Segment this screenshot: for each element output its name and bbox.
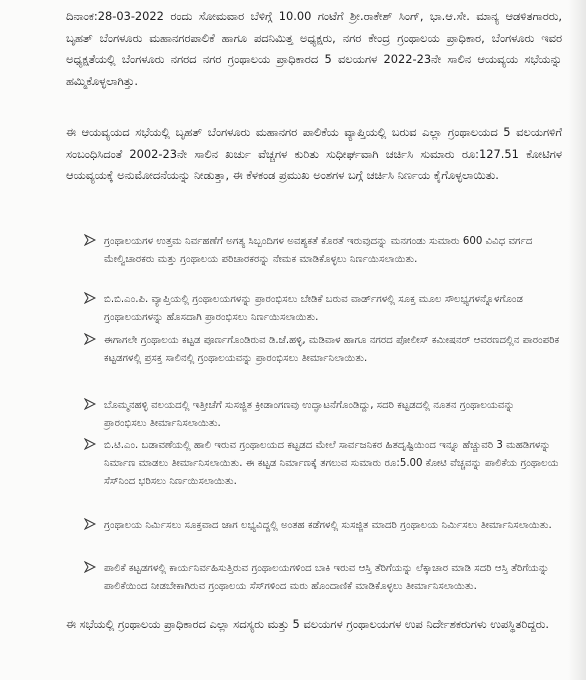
decision-item [104, 332, 560, 368]
decision-item-text: ಪಾಲಿಕೆ ಕಟ್ಟಡಗಳಲ್ಲಿ ಕಾರ್ಯನಿರ್ವಹಿಸುತ್ತಿರುವ ಗ್ರಂಥಾಲಯಗಳಿಂದ ಬಾಕಿ ಇರುವ ಆಸ್ತಿ ತೆರಿಗೆಯನ್ನು ಲೆಕ್ಕಾಚಾರ ಮಾಡಿ ಸದರಿ ಆಸ್ತಿ ತೆರಿಗೆಯನ್ನು ಪಾಲಿಕೆಯಿಂದ ನೀಡಬೇಕಾಗಿರುವ ಗ್ರಂಥಾಲಯ ಸೆಸ್‌ಗಳಿಂದ ಮರು ಹೊಂದಾಣಿಕೆ ಮಾಡಿಕೊಳ್ಳಲು ತೀರ್ಮಾನಿಸಲಾಯಿತು. [104, 563, 550, 593]
decision-item-text: ಬೊಮ್ಮನಹಳ್ಳಿ ವಲಯದಲ್ಲಿ ಇತ್ತೀಚೆಗೆ ಸುಸಜ್ಜಿತ ಕ್ರೀಡಾಂಗಣವು ಉದ್ಘಾಟನೆಗೊಂಡಿದ್ದು, ಸದರಿ ಕಟ್ಟಡದಲ್ಲಿ ನೂತನ ಗ್ರಂಥಾಲಯವನ್ನು ಪ್ರಾರಂಭಿಸಲು ತೀರ್ಮಾನಿಸಲಾಯಿತು. [104, 400, 515, 430]
arrow-bullet-icon [84, 333, 96, 345]
decision-item [104, 437, 560, 492]
decision-item [104, 517, 560, 535]
budget-paragraph: ಈ ಆಯವ್ಯಯದ ಸಭೆಯಲ್ಲಿ ಬೃಹತ್ ಬೆಂಗಳೂರು ಮಹಾನಗರ ಪಾಲಿಕೆಯ ವ್ಯಾಪ್ತಿಯಲ್ಲಿ ಬರುವ ಎಲ್ಲಾ ಗ್ರಂಥಾಲಯದ 5 ವಲಯಗಳಿಗೆ ಸಂಬಂಧಿಸಿದಂತೆ 2002-23ನೇ ಸಾಲಿನ ಖರ್ಚು ವೆಚ್ಚಗಳ ಕುರಿತು ಸುಧೀರ್ಘವಾಗಿ ಚರ್ಚಿಸಿ ಸುಮಾರು ರೂ:127.51 ಕೋಟಿಗಳ ಆಯವ್ಯಯಕ್ಕೆ ಅನುಮೋದನೆಯನ್ನು ನೀಡುತ್ತಾ, ಈ ಕೆಳಕಂಡ ಪ್ರಮುಖ ಅಂಶಗಳ ಬಗ್ಗೆ ಚರ್ಚಿಸಿ ನಿರ್ಣಯ ಕೈಗೊಳ್ಳಲಾಯಿತು. [66, 125, 562, 183]
decision-item [104, 291, 560, 327]
page-edge-shadow [568, 0, 586, 680]
decision-item-text: ಗ್ರಂಥಾಲಯ ನಿರ್ಮಿಸಲು ಸೂಕ್ತವಾದ ಜಾಗ ಲಭ್ಯವಿದ್ದಲ್ಲಿ ಅಂತಹ ಕಡೆಗಳಲ್ಲಿ ಸುಸಜ್ಜಿತ ಮಾದರಿ ಗ್ರಂಥಾಲಯ ನಿರ್ಮಿಸಲು ತೀರ್ಮಾನಿಸಲಾಯಿತು. [104, 520, 552, 531]
decision-item [104, 397, 560, 433]
arrow-bullet-icon [84, 234, 96, 246]
intro-paragraph: ದಿನಾಂಕ:28-03-2022 ರಂದು ಸೋಮವಾರ ಬೆಳಿಗ್ಗೆ 10.00 ಗಂಟೆಗೆ ಶ್ರೀ.ರಾಕೇಶ್ ಸಿಂಗ್, ಭಾ.ಆ.ಸೇ. ಮಾನ್ಯ ಆಡಳಿತಗಾರರು, ಬೃಹತ್ ಬೆಂಗಳೂರು ಮಹಾನಗರಪಾಲಿಕೆ ಹಾಗೂ ಪದನಿಮಿತ್ತ ಅಧ್ಯಕ್ಷರು, ನಗರ ಕೇಂದ್ರ ಗ್ರಂಥಾಲಯ ಪ್ರಾಧಿಕಾರ, ಬೆಂಗಳೂರು ಇವರ ಅಧ್ಯಕ್ಷತೆಯಲ್ಲಿ ಬೆಂಗಳೂರು ನಗರದ ನಗರ ಗ್ರಂಥಾಲಯ ಪ್ರಾಧಿಕಾರದ 5 ವಲಯಗಳ 2022-23ನೇ ಸಾಲಿನ ಆಯವ್ಯಯ ಸಭೆಯನ್ನು ಹಮ್ಮಿಕೊಳ್ಳಲಾಗಿತ್ತು. [66, 9, 562, 88]
arrow-bullet-icon [84, 398, 96, 410]
decision-item-text: ಬಿ.ಬಿ.ಎಂ.ಪಿ. ವ್ಯಾಪ್ತಿಯಲ್ಲಿ ಗ್ರಂಥಾಲಯಗಳನ್ನು ಪ್ರಾರಂಭಿಸಲು ಬೇಡಿಕೆ ಬರುವ ವಾರ್ಡ್‌ಗಳಲ್ಲಿ ಸೂಕ್ತ ಮೂಲ ಸೌಲಭ್ಯಗಳನ್ನೊಳಗೊಂಡ ಗ್ರಂಥಾಲಯಗಳನ್ನು ಹೊಸದಾಗಿ ಪ್ರಾರಂಭಿಸಲು ನಿರ್ಣಯಿಸಲಾಯಿತು. [104, 294, 523, 324]
decision-item-text: ಬಿ.ಟಿ.ಎಂ. ಬಡಾವಣೆಯಲ್ಲಿ ಹಾಲಿ ಇರುವ ಗ್ರಂಥಾಲಯದ ಕಟ್ಟಡದ ಮೇಲೆ ಸಾರ್ವಜನಿಕರ ಹಿತದೃಷ್ಟಿಯಿಂದ ಇನ್ನೂ ಹೆಚ್ಚುವರಿ 3 ಮಹಡಿಗಳನ್ನು ನಿರ್ಮಾಣ ಮಾಡಲು ತೀರ್ಮಾನಿಸಲಾಯಿತು. ಈ ಕಟ್ಟಡ ನಿರ್ಮಾಣಕ್ಕೆ ತಗಲುವ ಸುಮಾರು ರೂ:5.00 ಕೋಟಿ ವೆಚ್ಚವನ್ನು ಪಾಲಿಕೆಯ ಗ್ರಂಥಾಲಯ ಸೆಸ್‌ನಿಂದ ಭರಿಸಲು ನಿರ್ಣಯಿಸಲಾಯಿತು. [104, 440, 559, 488]
arrow-bullet-icon [84, 561, 96, 573]
decision-item-text: ಗ್ರಂಥಾಲಯಗಳ ಉತ್ತಮ ನಿರ್ವಹಣೆಗೆ ಅಗತ್ಯ ಸಿಬ್ಬಂದಿಗಳ ಅವಶ್ಯಕತೆ ಕೊರತೆ ಇರುವುದನ್ನು ಮನಗಂಡು ಸುಮಾರು 600 ವಿವಿಧ ವರ್ಗದ ಮೇಲ್ವಿಚಾರಕರು ಮತ್ತು ಗ್ರಂಥಾಲಯ ಪರಿಚಾರಕರನ್ನು ನೇಮಕ ಮಾಡಿಕೊಳ್ಳಲು ನಿರ್ಣಯಿಸಲಾಯಿತು. [104, 236, 533, 266]
decision-item-text: ಈಗಾಗಲೇ ಗ್ರಂಥಾಲಯ ಕಟ್ಟಡ ಪೂರ್ಣಗೊಂಡಿರುವ ಡಿ.ಜೆ.ಹಳ್ಳಿ, ಮಡಿವಾಳ ಹಾಗೂ ನಗರದ ಪೋಲೀಸ್ ಕಮೀಷನರ್ ಆವರಣದಲ್ಲಿನ ಪಾರಂಪರಿಕ ಕಟ್ಟಡಗಳಲ್ಲಿ ಪ್ರಸಕ್ತ ಸಾಲಿನಲ್ಲಿ ಗ್ರಂಥಾಲಯವನ್ನು ಪ್ರಾರಂಭಿಸಲು ತೀರ್ಮಾನಿಲಾಯಿತು. [104, 335, 560, 365]
arrow-bullet-icon [84, 292, 96, 304]
decision-item [104, 560, 560, 596]
arrow-bullet-icon [84, 438, 96, 450]
decision-item [104, 233, 560, 269]
arrow-bullet-icon [84, 518, 96, 530]
attendance-paragraph: ಈ ಸಭೆಯಲ್ಲಿ ಗ್ರಂಥಾಲಯ ಪ್ರಾಧಿಕಾರದ ಎಲ್ಲಾ ಸದಸ್ಯರು ಮತ್ತು 5 ವಲಯಗಳ ಗ್ರಂಥಾಲಯಗಳ ಉಪ ನಿರ್ದೇಶಕರುಗಳು ಉಪಸ್ಥಿತರಿದ್ದರು. [66, 617, 550, 631]
